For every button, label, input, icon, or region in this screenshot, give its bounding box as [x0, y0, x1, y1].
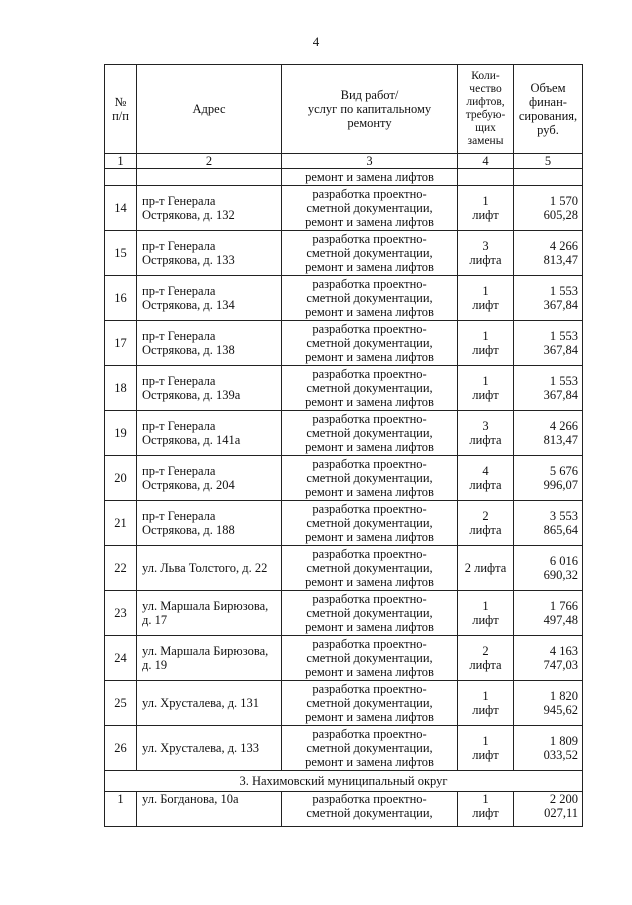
row-number: 25 [105, 681, 137, 726]
column-number: 2 [137, 154, 282, 169]
row-address: ул. Хрусталева, д. 133 [137, 726, 282, 771]
table-row [105, 501, 583, 546]
row-work-type: разработка проектно- сметной документации, ремонт и замена лифтов [282, 726, 458, 771]
row-number: 22 [105, 546, 137, 591]
table-row [105, 231, 583, 276]
row-amount: 3 553 865,64 [514, 501, 583, 546]
row-amount: 1 570 605,28 [514, 186, 583, 231]
row-elevator-count: 1 лифт [458, 321, 514, 366]
page-number: 4 [312, 34, 320, 49]
column-number-row [105, 154, 583, 169]
header-num: № п/п [105, 65, 137, 154]
column-number: 3 [282, 154, 458, 169]
row-work-type: разработка проектно- сметной документации, ремонт и замена лифтов [282, 411, 458, 456]
row-number: 17 [105, 321, 137, 366]
row-number: 1 [105, 792, 137, 827]
continuation-text: ремонт и замена лифтов [282, 169, 458, 186]
row-elevator-count: 1 лифт [458, 681, 514, 726]
row-work-type: разработка проектно- сметной документации, ремонт и замена лифтов [282, 276, 458, 321]
row-number: 24 [105, 636, 137, 681]
row-work-type: разработка проектно- сметной документации, ремонт и замена лифтов [282, 321, 458, 366]
row-address: пр-т Генерала Острякова, д. 139а [137, 366, 282, 411]
row-elevator-count: 1 лифт [458, 366, 514, 411]
table-row [105, 636, 583, 681]
row-address: ул. Маршала Бирюзова, д. 19 [137, 636, 282, 681]
row-address: пр-т Генерала Острякова, д. 138 [137, 321, 282, 366]
row-number: 15 [105, 231, 137, 276]
row-number: 18 [105, 366, 137, 411]
row-work-type: разработка проектно- сметной документации, ремонт и замена лифтов [282, 546, 458, 591]
header-address: Адрес [137, 65, 282, 154]
table-row [105, 681, 583, 726]
row-elevator-count: 2 лифта [458, 501, 514, 546]
row-address: ул. Богданова, 10а [137, 792, 282, 827]
row-number: 19 [105, 411, 137, 456]
section-title: 3. Нахимовский муниципальный округ [105, 771, 583, 792]
row-amount: 1 820 945,62 [514, 681, 583, 726]
table-row [105, 726, 583, 771]
row-elevator-count: 4 лифта [458, 456, 514, 501]
row-number: 21 [105, 501, 137, 546]
row-amount: 1 809 033,52 [514, 726, 583, 771]
row-amount: 1 766 497,48 [514, 591, 583, 636]
row-address: ул. Льва Толстого, д. 22 [137, 546, 282, 591]
row-amount: 4 266 813,47 [514, 231, 583, 276]
row-elevator-count: 1 лифт [458, 726, 514, 771]
row-elevator-count: 1 лифт [458, 792, 514, 827]
table-row [105, 366, 583, 411]
row-work-type: разработка проектно- сметной документации, ремонт и замена лифтов [282, 636, 458, 681]
section-row [105, 771, 583, 792]
row-number: 16 [105, 276, 137, 321]
column-number: 5 [514, 154, 583, 169]
row-amount: 6 016 690,32 [514, 546, 583, 591]
table-row [105, 456, 583, 501]
row-work-type: разработка проектно- сметной документации, ремонт и замена лифтов [282, 501, 458, 546]
table-row [105, 411, 583, 456]
table-row [105, 546, 583, 591]
row-work-type: разработка проектно- сметной документации, ремонт и замена лифтов [282, 456, 458, 501]
row-address: пр-т Генерала Острякова, д. 141а [137, 411, 282, 456]
row-work-type: разработка проектно- сметной документации, [282, 792, 458, 827]
column-number: 4 [458, 154, 514, 169]
header-amount: Объем финан- сирования, руб. [514, 65, 583, 154]
row-work-type: разработка проектно- сметной документации, ремонт и замена лифтов [282, 231, 458, 276]
continuation-row [105, 169, 583, 186]
row-elevator-count: 1 лифт [458, 591, 514, 636]
row-address: ул. Хрусталева, д. 131 [137, 681, 282, 726]
table-row [105, 792, 583, 827]
column-number: 1 [105, 154, 137, 169]
row-number: 23 [105, 591, 137, 636]
capital-repair-table [104, 64, 583, 827]
table-row [105, 321, 583, 366]
row-address: пр-т Генерала Острякова, д. 133 [137, 231, 282, 276]
row-elevator-count: 2 лифта [458, 636, 514, 681]
row-amount: 5 676 996,07 [514, 456, 583, 501]
table-row [105, 186, 583, 231]
row-number: 20 [105, 456, 137, 501]
row-elevator-count: 2 лифта [458, 546, 514, 591]
row-amount: 1 553 367,84 [514, 366, 583, 411]
row-amount: 4 163 747,03 [514, 636, 583, 681]
row-elevator-count: 1 лифт [458, 186, 514, 231]
row-work-type: разработка проектно- сметной документации, ремонт и замена лифтов [282, 591, 458, 636]
table-row [105, 591, 583, 636]
row-amount: 2 200 027,11 [514, 792, 583, 827]
row-elevator-count: 1 лифт [458, 276, 514, 321]
row-address: пр-т Генерала Острякова, д. 204 [137, 456, 282, 501]
row-address: ул. Маршала Бирюзова, д. 17 [137, 591, 282, 636]
row-number: 14 [105, 186, 137, 231]
row-amount: 4 266 813,47 [514, 411, 583, 456]
row-elevator-count: 3 лифта [458, 411, 514, 456]
table-row [105, 276, 583, 321]
row-work-type: разработка проектно- сметной документации, ремонт и замена лифтов [282, 681, 458, 726]
row-address: пр-т Генерала Острякова, д. 134 [137, 276, 282, 321]
row-amount: 1 553 367,84 [514, 276, 583, 321]
row-elevator-count: 3 лифта [458, 231, 514, 276]
header-work: Вид работ/ услуг по капитальному ремонту [282, 65, 458, 154]
header-row [105, 65, 583, 154]
row-address: пр-т Генерала Острякова, д. 188 [137, 501, 282, 546]
row-number: 26 [105, 726, 137, 771]
row-address: пр-т Генерала Острякова, д. 132 [137, 186, 282, 231]
row-work-type: разработка проектно- сметной документации, ремонт и замена лифтов [282, 186, 458, 231]
row-work-type: разработка проектно- сметной документации, ремонт и замена лифтов [282, 366, 458, 411]
row-amount: 1 553 367,84 [514, 321, 583, 366]
header-qty: Коли- чество лифтов, требую- щих замены [458, 65, 514, 154]
